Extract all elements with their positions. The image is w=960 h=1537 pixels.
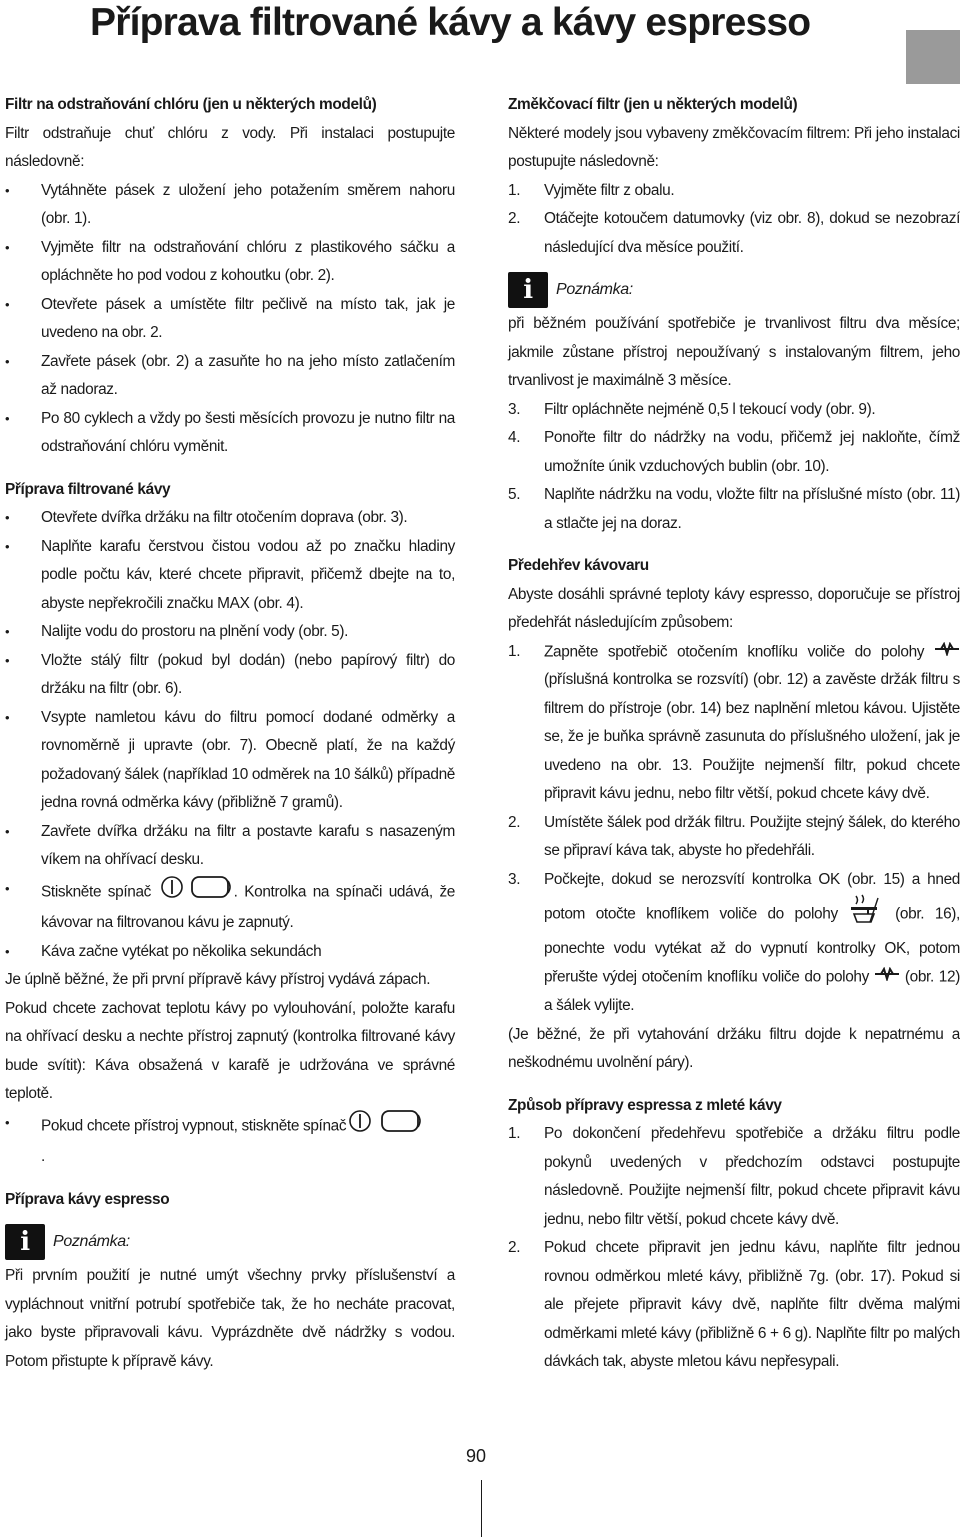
espresso-heading: Příprava kávy espresso	[5, 1190, 170, 1208]
softener-filter-intro: Některé modely jsou vybaveny změkčovacím filtrem: Při jeho instalaci postupujte následovně:	[508, 124, 960, 170]
step-number: 1.	[508, 181, 521, 199]
step-number: 3.	[508, 400, 521, 418]
chlorine-filter-intro: Filtr odstraňuje chuť chlóru z vody. Při instalaci postupujte následovně:	[5, 124, 455, 170]
list-item	[508, 866, 960, 1021]
softener-note-text: při běžném používání spotřebiče je trvanlivost filtru dva měsíce; jakmile zůstane přístroj nepoužívaný s instalovaným filtrem, jeho trvanlivost je maximálně 3 měsíce.	[508, 315, 960, 389]
right-column	[508, 91, 960, 1377]
ground-espresso-steps	[508, 1120, 960, 1377]
preheat-heading: Předehřev kávovaru	[508, 557, 649, 574]
step-text-b: (obr. 16), ponechte vodu vytékat až do vypnutí kontrolky OK, potom přerušte výdej otočením knoflíku voliče do polohy	[544, 905, 960, 986]
filter-coffee-heading: Příprava filtrované kávy	[5, 480, 171, 498]
list-item: • Zavřete pásek (obr. 2) a zasuňte ho na jeho místo zatlačením až nadoraz.	[5, 348, 455, 405]
step-text: Umístěte šálek pod držák filtru. Použijte stejný šálek, do kterého se připraví káva tak, abyste ho předehřáli.	[544, 813, 960, 860]
switch-off-steps	[5, 1109, 455, 1172]
list-item	[508, 177, 960, 206]
step-number: 4.	[508, 429, 521, 446]
step-text: Otáčejte kotoučem datumovky (viz obr. 8), dokud se nezobrazí následující dva měsíce použití.	[544, 210, 960, 256]
page-title: Příprava filtrované kávy a kávy espresso	[90, 1, 811, 44]
note-label: Poznámka:	[53, 1232, 130, 1250]
chlorine-filter-heading: Filtr na odstraňování chlóru (jen u některých modelů)	[5, 96, 377, 113]
list-item: • Po 80 cyklech a vždy po šesti měsících provozu je nutno filtr na odstraňování chlóru vyměnit.	[5, 405, 455, 462]
list-item	[508, 424, 960, 481]
step-number: 3.	[508, 870, 521, 888]
switch-on-text-a: Stiskněte spínač	[41, 882, 152, 900]
keep-temperature-text: Pokud chcete zachovat teplotu kávy po vylouhování, položte karafu na ohřívací desku a nechte přístroj zapnutý (kontrolka filtrované kávy bude svítit): Káva obsažená v karafě je udržována ve správné teplotě.	[5, 999, 455, 1102]
list-item	[508, 1234, 960, 1377]
list-item: • Vyjměte filtr na odstraňování chlóru z plastikového sáčku a opláchněte ho pod vodou z kohoutku (obr. 2).	[5, 234, 455, 291]
list-item	[508, 638, 960, 809]
list-item	[508, 809, 960, 866]
list-item: • Zavřete dvířka držáku na filtr a postavte karafu s nasazeným víkem na ohřívací desku.	[5, 818, 455, 875]
list-item	[508, 205, 960, 262]
step-text: Filtr opláchněte nejméně 0,5 l tekoucí vody (obr. 9).	[544, 400, 876, 418]
step-text: Ponořte filtr do nádržky na vodu, přičemž jej nakloňte, čímž umožníte únik vzduchových bublin (obr. 10).	[544, 429, 960, 475]
heating-position-icon	[934, 638, 960, 667]
list-item-switch-off	[5, 1109, 455, 1172]
ground-espresso-heading: Způsob přípravy espressa z mleté kávy	[508, 1096, 782, 1114]
info-icon: i	[508, 272, 548, 308]
preheat-normal-text: (Je běžné, že při vytahování držáku filtru dojde k nepatrnému a neškodnému uvolnění páry).	[508, 1025, 960, 1072]
list-item: • Otevřete pásek a umístěte filtr pečlivě na místo tak, jak je uvedeno na obr. 2.	[5, 291, 455, 348]
heating-position-icon	[874, 963, 900, 992]
section-tab-marker	[906, 30, 960, 84]
step-text: Po dokončení předehřevu spotřebiče a držáku filtru podle pokynů uvedených v předchozím odstavci postupujte následovně. Použijte nejmenší filtr, pokud chcete připravit kávu jednu, nebo filtr větší, pokud chcete kávy dvě.	[544, 1125, 960, 1228]
step-text-a: Počkejte, dokud se nerozsvítí kontrolka OK (obr. 15) a hned potom otočte knoflíkem voliče do polohy	[544, 870, 960, 923]
step-number: 2.	[508, 1239, 521, 1257]
coffee-dispense-icon	[848, 894, 884, 935]
page-number: 90	[466, 1446, 487, 1466]
step-text-c: (obr. 12) a šálek vylijte.	[544, 968, 960, 1015]
step-text: Naplňte nádržku na vodu, vložte filtr na příslušné místo (obr. 11) a stlačte jej na doraz.	[544, 486, 960, 532]
note-header	[5, 1224, 455, 1260]
list-item	[508, 1120, 960, 1234]
softener-filter-heading: Změkčovací filtr (jen u některých modelů)	[508, 96, 798, 113]
normal-smell-text: Je úplně běžné, že při první přípravě kávy přístroj vydává zápach.	[5, 971, 431, 988]
step-number: 1.	[508, 1125, 521, 1143]
list-item: • Vložte stálý filtr (pokud byl dodán) (nebo papírový filtr) do držáku na filtr (obr. 6).	[5, 647, 455, 704]
softener-steps-b	[508, 396, 960, 539]
softener-steps-a	[508, 177, 960, 263]
filter-coffee-steps	[5, 504, 455, 966]
left-column	[5, 91, 455, 1376]
note-header	[508, 272, 960, 308]
step-text-a: Zapněte spotřebič otočením knoflíku voliče do polohy	[544, 642, 925, 660]
step-number: 5.	[508, 486, 521, 503]
switch-off-text-a: Pokud chcete přístroj vypnout, stiskněte spínač	[41, 1116, 347, 1134]
list-item: • Vytáhněte pásek z uložení jeho potažením směrem nahoru (obr. 1).	[5, 177, 455, 234]
list-item: • Vsypte namletou kávu do filtru pomocí dodané odměrky a rovnoměrně ji upravte (obr. 7). Obecně platí, že na každý požadovaný šálek (například 10 odměrek na 10 šálků) případně jedna rovná odměrka kávy (přibližně 7 gramů).	[5, 704, 455, 818]
step-number: 2.	[508, 210, 521, 227]
list-item: • Káva začne vytékat po několika sekundách	[5, 938, 455, 967]
list-item	[508, 396, 960, 425]
step-number: 1.	[508, 642, 521, 660]
step-text: Pokud chcete připravit jen jednu kávu, naplňte filtr jednou rovnou odměrkou mleté kávy, přibližně 7g. (obr. 17). Pokud si ale přejete připravit kávy dvě, naplňte filtr dvěma malými odměrkami mleté kávy (přibližně 6 + 6 g). Naplňte filtr po malých dávkách tak, abyste mletou kávu nepřesypali.	[544, 1239, 960, 1371]
list-item: • Naplňte karafu čerstvou čistou vodou až po značku hladiny podle počtu káv, které chcete připravit, přičemž dbejte na to, abyste nepřekročili značku MAX (obr. 4).	[5, 533, 455, 619]
chlorine-filter-steps	[5, 177, 455, 462]
list-item-switch-on	[5, 875, 455, 938]
list-item: • Nalijte vodu do prostoru na plnění vody (obr. 5).	[5, 618, 455, 647]
switch-off-text-b: .	[41, 1148, 45, 1165]
list-item: • Otevřete dvířka držáku na filtr otočením doprava (obr. 3).	[5, 504, 455, 533]
step-number: 2.	[508, 813, 521, 831]
step-text: Vyjměte filtr z obalu.	[544, 181, 675, 199]
espresso-note-text: Při prvním použití je nutné umýt všechny prvky příslušenství a vypláchnout vnitřní potrubí spotřebiče tak, že ho necháte pracovat, jako byste připravovali kávu. Vyprázdněte dvě nádržky s vodou. Potom přistupte k přípravě kávy.	[5, 1267, 455, 1370]
info-icon: i	[5, 1224, 45, 1260]
step-text-b: (příslušná kontrolka se rozsvítí) (obr. 12) a zavěste držák filtru s filtrem do přístroje (obr. 14) bez naplnění mletou kávou. Ujistěte se, že je buňka správně zasunuta do příslušného uložení, jak je uvedeno na obr. 13. Použijte nejmenší filtr, pokud chcete připravit kávu jednu, nebo filtr větší, pokud chcete kávy dvě.	[544, 671, 960, 803]
note-label: Poznámka:	[556, 280, 633, 298]
list-item	[508, 481, 960, 538]
power-switch-icon	[346, 1109, 424, 1144]
preheat-intro: Abyste dosáhli správné teploty kávy espresso, doporučuje se přístroj předehřát následujícím způsobem:	[508, 585, 960, 631]
preheat-steps	[508, 638, 960, 1021]
power-switch-icon	[158, 875, 234, 910]
switch-on-text-b: . Kontrolka na spínači udává, že kávovar na filtrovanou kávu je zapnutý.	[41, 882, 456, 931]
page-divider	[481, 1480, 482, 1537]
